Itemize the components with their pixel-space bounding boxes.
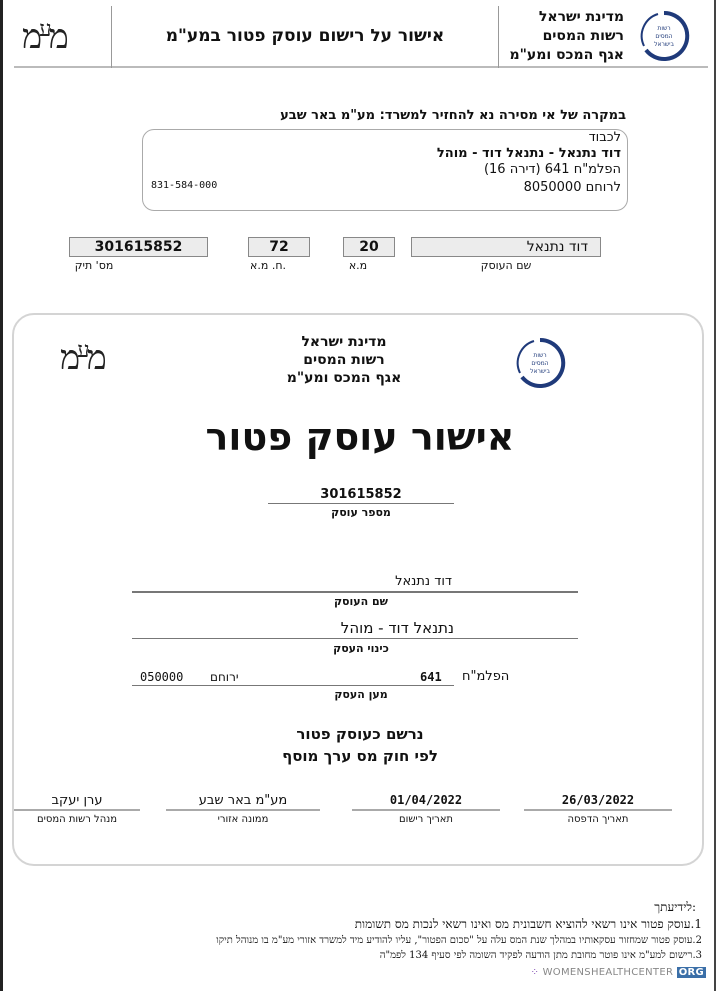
registration-date-value: 01/04/2022 [389, 793, 463, 807]
registration-date-label: תאריך רישום [398, 814, 453, 825]
svg-text:המסים: המסים [531, 360, 549, 367]
org-line: רשות המסים [542, 28, 624, 44]
address-city: לרוחם 8050000 [523, 180, 621, 195]
business-street-number: 641 [420, 670, 442, 684]
label-ma: מ.א [348, 259, 368, 272]
business-city: ירוחם [210, 670, 239, 684]
note-3: 3.רישום למע"מ אינו פוטר מחובת מתן הודעה לפקיד השומה לפי סעיף 134 לפמ"ה [379, 950, 702, 961]
print-date-value: 26/03/2022 [561, 793, 635, 807]
certificate-card [12, 313, 704, 866]
business-alias-value: נתנאל דוד - מוהל [340, 619, 454, 637]
header-org [500, 8, 628, 65]
document-header [14, 6, 708, 68]
tax-authority-seal-icon [514, 337, 566, 389]
field-file-number: 301615852 [69, 237, 208, 257]
org-line: אגף המכס ומע"מ [286, 370, 402, 386]
regional-director-line [166, 809, 320, 811]
tax-director-value: ערן יעקב [51, 793, 103, 808]
header-divider [498, 6, 499, 68]
label-business-name: שם העוסק [480, 259, 532, 272]
business-address-line [132, 685, 454, 686]
address-box [142, 129, 628, 211]
address-name: דוד נתנאל - נתנאל דוד - מוהל [436, 146, 621, 161]
svg-text:בישראל: בישראל [530, 368, 550, 375]
registered-line-2: לפי חוק מס ערך מוסף [282, 747, 438, 765]
print-date-label: תאריך הדפסה [567, 814, 629, 825]
note-1: 1.עוסק פטור אינו רשאי להוציא חשבונית מס ואינו רשאי לנכות מס תשומות [354, 917, 702, 931]
tax-director-label: מנהל רשות המסים [36, 814, 118, 825]
business-street: הפלמ"ח [462, 669, 510, 684]
svg-text:רשות: רשות [657, 25, 671, 32]
certificate-org [254, 333, 434, 387]
header-title: אישור על רישום עוסק פטור במע"מ [165, 26, 445, 46]
business-number-value: 301615852 [320, 487, 402, 502]
org-line: מדינת ישראל [301, 334, 387, 350]
label-ch-ma: .ח. מ.א [250, 259, 286, 272]
return-notice: במקרה של אי מסירה נא להחזיר למשרד: מע"מ באר שבע [280, 108, 626, 123]
certificate-title: אישור עוסק פטור [205, 415, 515, 459]
field-ma: 20 [343, 237, 395, 257]
tax-authority-seal-icon [638, 10, 690, 62]
business-name-value: דוד נתנאל [395, 574, 452, 589]
print-date-line [524, 809, 672, 811]
business-number-label: מספר עוסק [331, 506, 391, 519]
org-line: רשות המסים [303, 352, 385, 368]
regional-director-label: ממונה אזורי [217, 814, 269, 825]
org-line: מדינת ישראל [538, 9, 624, 25]
field-ch-ma: 72 [248, 237, 310, 257]
field-business-name: דוד נתנאל [411, 237, 601, 257]
watermark-suffix: ORG [678, 967, 704, 978]
vat-logo: מ$^ע$מ [60, 338, 104, 378]
label-file-number: מס' תיק [74, 259, 114, 272]
org-line: אגף המכס ומע"מ [509, 47, 624, 63]
svg-text:המסים: המסים [655, 33, 673, 40]
watermark-text: WOMENSHEALTHCENTER [542, 967, 674, 978]
business-number-line [268, 503, 454, 504]
address-to: לכבוד [588, 130, 621, 145]
vat-logo: מ$^ע$מ [22, 17, 66, 57]
registration-date-line [352, 809, 500, 811]
business-zip: 050000 [140, 670, 184, 684]
svg-text:רשות: רשות [533, 352, 547, 359]
business-alias-label: כינוי העסק [333, 642, 389, 655]
regional-director-value: מע"מ באר שבע [198, 793, 288, 808]
svg-text:בישראל: בישראל [654, 41, 674, 48]
address-phone: 831-584-000 [151, 180, 218, 191]
tax-director-line [14, 809, 140, 811]
business-name-line [132, 591, 578, 593]
address-street: הפלמ"ח 641 (דירה 16) [483, 162, 621, 177]
note-2: 2.עוסק פטור שמחזור עסקאותיו במהלך שנת המס עלה על "סכום הפטור", עליו להודיע מיד למשרד אזורי מע"מ בו מנוהל תיקו [216, 935, 702, 946]
watermark-dots-icon: ⁘ [530, 967, 540, 978]
business-name-label: שם העוסק [333, 595, 389, 608]
registered-line-1: נרשם כעוסק פטור [296, 725, 424, 743]
notes-title: :לידיעתך [654, 900, 696, 914]
business-address-label: מען העסק [334, 688, 388, 701]
business-alias-line [132, 638, 578, 639]
watermark [530, 967, 706, 978]
